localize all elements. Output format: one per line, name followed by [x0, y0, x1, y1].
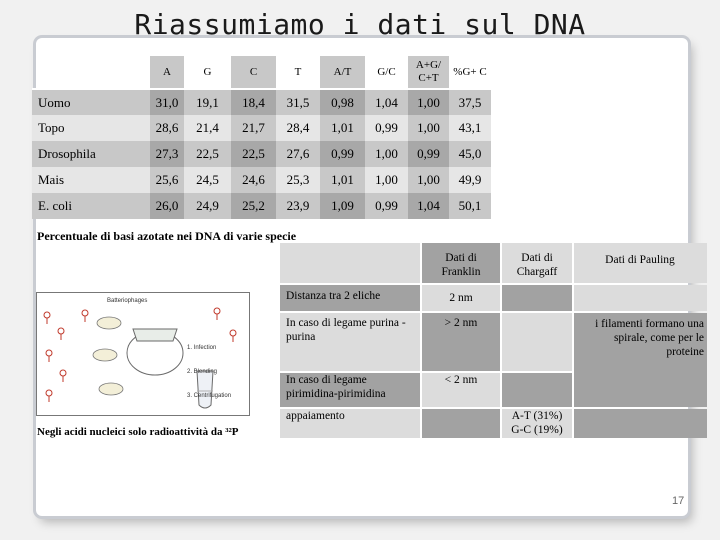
- chargaff-header: Dati di Chargaff: [516, 252, 558, 278]
- helix-distance-value: 2 nm: [449, 292, 473, 304]
- value-cell: 1,00: [365, 141, 408, 167]
- value-cell: 0,99: [320, 141, 365, 167]
- species-cell: Mais: [32, 167, 150, 193]
- species-cell: E. coli: [32, 193, 150, 219]
- value-cell: 0,99: [408, 141, 449, 167]
- pyrimidine-pyrimidine-label: In caso di legame pirimidina-pirimidina: [286, 374, 386, 400]
- value-cell: 1,00: [365, 167, 408, 193]
- value-cell: 27,3: [150, 141, 184, 167]
- value-cell: 21,7: [231, 115, 276, 141]
- value-cell: 1,00: [408, 115, 449, 141]
- value-cell: 22,5: [184, 141, 231, 167]
- blender-vessel: [127, 329, 183, 375]
- column-header-a: A: [150, 56, 184, 89]
- table-row: [32, 115, 491, 141]
- value-cell: 21,4: [184, 115, 231, 141]
- page-number: 17: [672, 495, 685, 507]
- species-cell: Topo: [32, 115, 150, 141]
- table-row: [32, 167, 491, 193]
- value-cell: 31,5: [276, 89, 320, 115]
- value-cell: 50,1: [449, 193, 491, 219]
- pyrimidine-pyrimidine-value: < 2 nm: [444, 374, 478, 386]
- chargaff-cell: [502, 285, 572, 311]
- value-cell: 1,00: [408, 167, 449, 193]
- value-cell: 25,6: [150, 167, 184, 193]
- value-cell: 28,4: [276, 115, 320, 141]
- pauling-note: i filamenti formano una spirale, come per le proteine: [595, 318, 704, 358]
- species-cell: Uomo: [32, 89, 150, 115]
- value-cell: 49,9: [449, 167, 491, 193]
- column-header-gc-percent: %G+ C: [453, 65, 487, 78]
- table-caption: Percentuale di basi azotate nei DNA di varie specie: [37, 229, 297, 243]
- experiment-illustration: [37, 293, 249, 415]
- purine-purine-value: > 2 nm: [444, 317, 478, 329]
- comparison-table: [280, 243, 707, 438]
- step-centrifugation-label: 3. Centrifugation: [187, 393, 232, 399]
- table-row: [32, 193, 491, 219]
- value-cell: 26,0: [150, 193, 184, 219]
- chargaff-cell: [502, 373, 572, 407]
- value-cell: 1,00: [408, 89, 449, 115]
- table-row: [32, 141, 491, 167]
- value-cell: 1,04: [408, 193, 449, 219]
- column-header-t: T: [294, 65, 302, 78]
- value-cell: 24,5: [184, 167, 231, 193]
- value-cell: 28,6: [150, 115, 184, 141]
- step-blending-label: 2. Blending: [187, 369, 218, 375]
- value-cell: 1,01: [320, 115, 365, 141]
- value-cell: 24,9: [184, 193, 231, 219]
- radioactivity-note: Negli acidi nucleici solo radioattività da ³²P: [37, 426, 239, 438]
- value-cell: 19,1: [184, 89, 231, 115]
- pairing-label: appaiamento: [286, 410, 345, 422]
- value-cell: 0,99: [365, 193, 408, 219]
- value-cell: 22,5: [231, 141, 276, 167]
- column-header-g-c: G/C: [377, 65, 396, 78]
- value-cell: 1,01: [320, 167, 365, 193]
- pauling-header: Dati di Pauling: [605, 254, 675, 266]
- value-cell: 1,04: [365, 89, 408, 115]
- table-corner-cell: [32, 56, 150, 89]
- species-cell: Drosophila: [32, 141, 150, 167]
- value-cell: 27,6: [276, 141, 320, 167]
- slide-title: Riassumiamo i dati sul DNA: [134, 8, 586, 41]
- hershey-chase-diagram: [36, 292, 250, 416]
- purine-purine-label: In caso di legame purina -purina: [286, 317, 406, 343]
- centrifuge-tube: [197, 371, 213, 408]
- value-cell: 0,98: [320, 89, 365, 115]
- chargaff-cell: [502, 313, 572, 371]
- helix-distance-label: Distanza tra 2 eliche: [286, 290, 381, 302]
- column-header-ag-ct: A+G/ C+T: [408, 56, 449, 89]
- franklin-cell: [422, 409, 500, 438]
- value-cell: 18,4: [231, 89, 276, 115]
- value-cell: 24,6: [231, 167, 276, 193]
- step-infection-label: 1. Infection: [187, 345, 217, 351]
- value-cell: 1,09: [320, 193, 365, 219]
- value-cell: 43,1: [449, 115, 491, 141]
- column-header-c: C: [231, 56, 276, 89]
- pauling-cell: [574, 285, 707, 311]
- chargaff-pairing-value: A-T (31%) G-C (19%): [511, 410, 563, 436]
- value-cell: 25,2: [231, 193, 276, 219]
- bacteriophages-label: Batteriophages: [107, 298, 148, 304]
- pauling-cell: [574, 409, 707, 438]
- value-cell: 0,99: [365, 115, 408, 141]
- cmp-corner-cell: [280, 243, 420, 283]
- table-row: [32, 89, 491, 115]
- column-header-g: G: [203, 65, 212, 78]
- value-cell: 45,0: [449, 141, 491, 167]
- value-cell: 37,5: [449, 89, 491, 115]
- column-header-a-t: A/T: [320, 56, 365, 89]
- value-cell: 23,9: [276, 193, 320, 219]
- bacteria-cells: [93, 317, 123, 395]
- bases-table: [32, 56, 491, 219]
- value-cell: 31,0: [150, 89, 184, 115]
- value-cell: 25,3: [276, 167, 320, 193]
- franklin-header: Dati di Franklin: [441, 252, 481, 278]
